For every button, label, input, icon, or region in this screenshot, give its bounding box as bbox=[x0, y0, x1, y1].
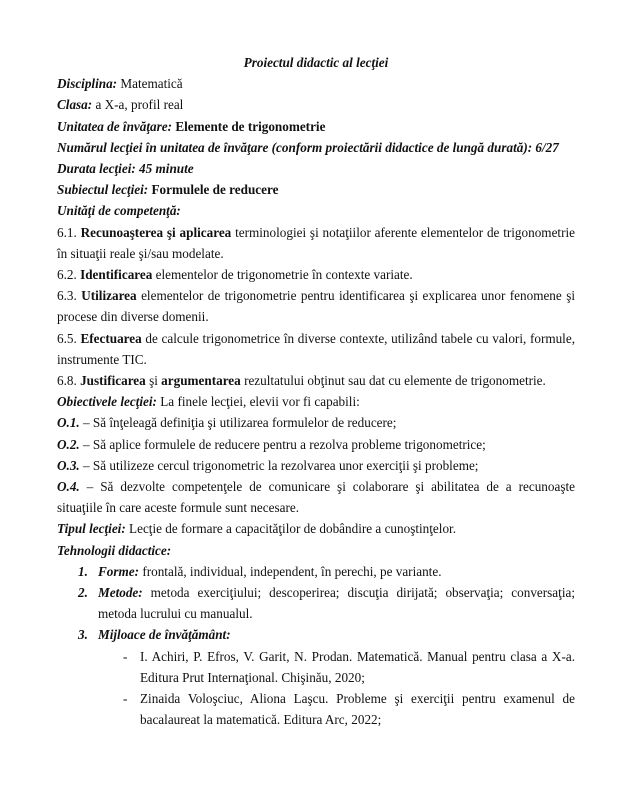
reference-culegere bbox=[57, 688, 575, 730]
meta-numarul-lectiei: Numărul lecţiei în unitatea de învăţare (conform proiectării didactice de lungă durată): 6/27 bbox=[57, 139, 559, 155]
competency-6-3: 6.3. Utilizarea elementelor de trigonometrie pentru identificarea şi explicarea unor fenomene şi procese din diverse domenii. bbox=[57, 288, 575, 325]
objective-o2: O.2. – Să aplice formulele de reducere pentru a rezolva probleme trigonometrice; bbox=[57, 436, 486, 452]
list-number: 1. bbox=[78, 563, 88, 579]
objective-o1: O.1. – Să înţeleagă definiţia şi utilizarea formulelor de reducere; bbox=[57, 415, 397, 431]
meta-clasa: Clasa: a X-a, profil real bbox=[57, 97, 184, 113]
objective-o4: O.4. – Să dezvolte competenţele de comunicare şi colaborare şi abilitatea de a recunoaşte situaţiile în care aceste formule sunt necesare. bbox=[57, 479, 575, 516]
competency-6-1: 6.1. Recunoaşterea şi aplicarea terminologiei şi notaţiilor aferente elementelor de trigonometrie în situaţii reale şi/sau modelate. bbox=[57, 224, 575, 261]
list-number: 3. bbox=[78, 627, 88, 643]
meta-subiectul-lectiei: Subiectul lecţiei: Formulele de reducere bbox=[57, 182, 279, 198]
list-number: 2. bbox=[78, 585, 88, 601]
meta-unitatea-invatare: Unitatea de învăţare: Elemente de trigonometrie bbox=[57, 118, 326, 134]
list-item-metode bbox=[57, 582, 575, 624]
bullet-dash: - bbox=[123, 648, 128, 664]
list-item-text: Mijloace de învăţământ: bbox=[98, 627, 231, 643]
objective-o3: O.3. – Să utilizeze cercul trigonometric la rezolvarea unor exerciţii şi probleme; bbox=[57, 457, 479, 473]
bullet-dash: - bbox=[123, 691, 128, 707]
page-title: Proiectul didactic al lecţiei bbox=[243, 55, 389, 70]
list-item-text: I. Achiri, P. Efros, V. Garit, N. Prodan. Matematică. Manual pentru clasa a X-a. Editura Prut Internaţional. Chişinău, 2020; bbox=[140, 648, 575, 685]
competency-6-5: 6.5. Efectuarea de calcule trigonometrice în diverse contexte, utilizând tabele cu valori, formule, instrumente TIC. bbox=[57, 330, 575, 367]
heading-tehnologii-didactice: Tehnologii didactice: bbox=[57, 542, 172, 558]
list-item-text: Forme: frontală, individual, independent, în perechi, pe variante. bbox=[98, 563, 442, 579]
competency-6-8: 6.8. Justificarea şi argumentarea rezultatului obţinut sau dat cu elemente de trigonometrie. bbox=[57, 373, 546, 389]
heading-unitati-competenta: Unităţi de competenţă: bbox=[57, 203, 181, 219]
list-item-forme bbox=[57, 561, 575, 582]
reference-manual bbox=[57, 646, 575, 688]
tipul-lectiei: Tipul lecţiei: Lecţie de formare a capacităţilor de dobândire a cunoştinţelor. bbox=[57, 521, 457, 537]
meta-durata-lectiei: Durata lecţiei: 45 minute bbox=[57, 161, 194, 177]
list-item-text: Zinaida Voloşciuc, Aliona Laşcu. Probleme şi exerciţii pentru examenul de bacalaureat la matematică. Editura Arc, 2022; bbox=[140, 691, 575, 728]
objectives-intro: Obiectivele lecţiei: La finele lecţiei, elevii vor fi capabili: bbox=[57, 394, 360, 410]
competency-6-2: 6.2. Identificarea elementelor de trigonometrie în contexte variate. bbox=[57, 267, 413, 283]
list-item-mijloace bbox=[57, 624, 575, 645]
list-item-text: Metode: metoda exerciţiului; descoperirea; discuţia dirijată; observaţia; conversaţia; metoda lucrului cu manualul. bbox=[98, 585, 575, 622]
meta-disciplina: Disciplina: Matematică bbox=[57, 76, 183, 92]
